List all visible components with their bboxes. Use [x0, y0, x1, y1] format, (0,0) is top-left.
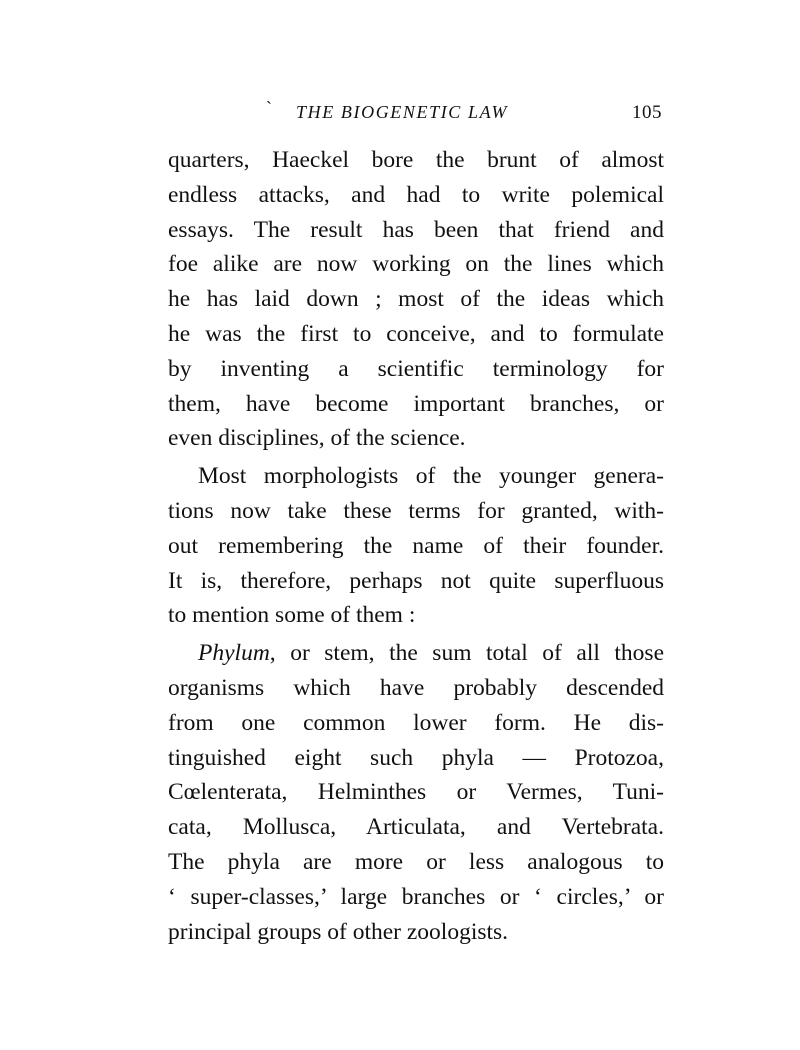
text-line-rest: , or stem, the sum total of all those: [269, 640, 664, 667]
text-line: principal groups of other zoologists.: [168, 918, 509, 945]
text-line: foe alike are now working on the lines which: [168, 251, 664, 278]
text-line: organisms which have probably descended: [168, 674, 664, 701]
text-line: tinguished eight such phyla — Protozoa,: [168, 744, 664, 771]
text-line: by inventing a scientific terminology for: [168, 355, 664, 382]
paragraph-2: [168, 459, 664, 633]
header-mark: `: [266, 98, 272, 118]
text-line: to mention some of them :: [168, 602, 416, 629]
text-line: cata, Mollusca, Articulata, and Vertebrata.: [168, 814, 664, 841]
text-line: The phyla are more or less analogous to: [168, 848, 664, 875]
text-line: them, have become important branches, or: [168, 390, 664, 417]
text-line: tions now take these terms for granted, with-: [168, 497, 664, 524]
text-line: even disciplines, of the science.: [168, 425, 466, 452]
body-text: [168, 143, 664, 949]
page-number: 105: [632, 102, 662, 123]
text-line: out remembering the name of their founder.: [168, 532, 664, 559]
running-title: THE BIOGENETIC LAW: [296, 102, 509, 122]
paragraph-1: [168, 143, 664, 456]
text-line: he was the first to conceive, and to formulate: [168, 320, 664, 347]
text-line: Most morphologists of the younger genera-: [198, 463, 664, 490]
text-line: endless attacks, and had to write polemical: [168, 181, 664, 208]
text-line: he has laid down ; most of the ideas which: [168, 286, 664, 313]
text-line: Cœlenterata, Helminthes or Vermes, Tuni-: [168, 779, 664, 806]
paragraph-3: [168, 636, 664, 949]
text-line: from one common lower form. He dis-: [168, 709, 664, 736]
text-line: [168, 636, 664, 671]
text-line: It is, therefore, perhaps not quite superfluous: [168, 567, 664, 594]
running-header: [168, 98, 664, 128]
text-line: essays. The result has been that friend and: [168, 216, 664, 243]
term-phylum: Phylum: [198, 640, 270, 667]
text-line: ‘ super-classes,’ large branches or ‘ circles,’ or: [168, 883, 664, 910]
text-line: quarters, Haeckel bore the brunt of almost: [168, 147, 664, 173]
